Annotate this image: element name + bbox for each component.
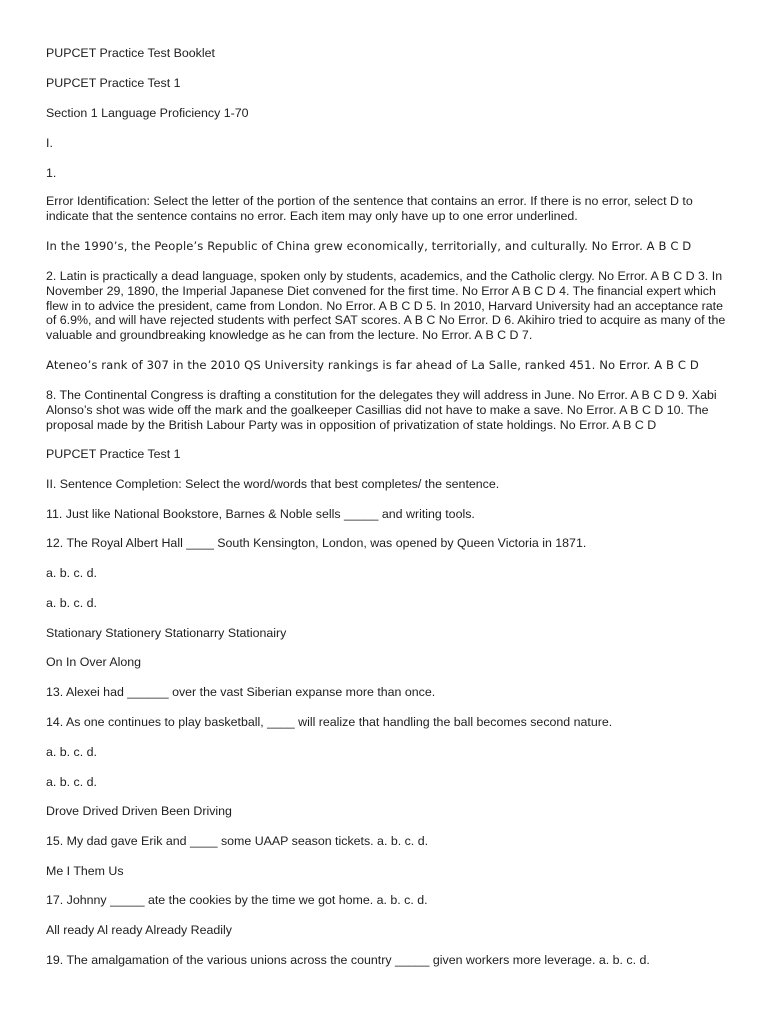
questions-2-to-7: 2. Latin is practically a dead language, spoken only by students, academics, and the Catholic clergy. No Error. A B C D 3. In November 29, 1890, the Imperial Japanese Diet convened for the first time. No Error A B C D 4. The financial expert which flew in to advice the president, came from London. No Error. A B C D 5. In 2010, Harvard University had an acceptance rate of 6.9%, and will have rejected students with perfect SAT scores. A B C No Error. D 6. Akihiro tried to acquire as many of the valuable and groundbreaking knowledge as he can from the lecture. No Error. A B C D 7. bbox=[46, 269, 726, 343]
question-1: In the 1990’s, the People’s Republic of China grew economically, territorially, and culturally. No Error. A B C D bbox=[46, 239, 692, 253]
choices-11: Stationary Stationery Stationarry Stationairy bbox=[46, 626, 287, 640]
question-14: 14. As one continues to play basketball, ____ will realize that handling the ball becomes second nature. bbox=[46, 715, 613, 729]
question-13: 13. Alexei had ______ over the vast Siberian expanse more than once. bbox=[46, 685, 436, 699]
question-19: 19. The amalgamation of the various unions across the country _____ given workers more leverage. a. b. c. d. bbox=[46, 953, 650, 967]
choices-15: Me I Them Us bbox=[46, 864, 124, 878]
question-17: 17. Johnny _____ ate the cookies by the time we got home. a. b. c. d. bbox=[46, 893, 428, 907]
choice-letters: a. b. c. d. bbox=[46, 775, 97, 789]
test-title-repeat: PUPCET Practice Test 1 bbox=[46, 447, 181, 461]
part-numeral: I. bbox=[46, 136, 53, 150]
test-title: PUPCET Practice Test 1 bbox=[46, 76, 181, 90]
question-11: 11. Just like National Bookstore, Barnes & Noble sells _____ and writing tools. bbox=[46, 507, 475, 521]
question-7-text: Ateneo’s rank of 307 in the 2010 QS University rankings is far ahead of La Salle, ranked 451. No Error. A B C D bbox=[46, 358, 699, 372]
error-identification-instructions: Error Identification: Select the letter of the portion of the sentence that contains an error. If there is no error, select D to indicate that the sentence contains no error. Each item may only have up to one error underlined. bbox=[46, 194, 693, 223]
booklet-title: PUPCET Practice Test Booklet bbox=[46, 46, 215, 60]
questions-8-to-10: 8. The Continental Congress is drafting a constitution for the delegates they will address in June. No Error. A B C D 9. Xabi Alonso’s shot was wide off the mark and the goalkeeper Casillias did not have to make a save. No Error. A B C D 10. The proposal made by the British Labour Party was in opposition of privatization of state holdings. No Error. A B C D bbox=[46, 388, 717, 432]
choice-letters: a. b. c. d. bbox=[46, 745, 97, 759]
choice-letters: a. b. c. d. bbox=[46, 566, 97, 580]
choice-letters: a. b. c. d. bbox=[46, 596, 97, 610]
choices-17: All ready Al ready Already Readily bbox=[46, 923, 232, 937]
item-number: 1. bbox=[46, 166, 57, 180]
choices-12: On In Over Along bbox=[46, 655, 142, 669]
question-15: 15. My dad gave Erik and ____ some UAAP season tickets. a. b. c. d. bbox=[46, 834, 429, 848]
choices-13: Drove Drived Driven Been Driving bbox=[46, 804, 232, 818]
section-heading: Section 1 Language Proficiency 1-70 bbox=[46, 106, 249, 120]
sentence-completion-instructions: II. Sentence Completion: Select the word/words that best completes/ the sentence. bbox=[46, 477, 500, 491]
question-12: 12. The Royal Albert Hall ____ South Kensington, London, was opened by Queen Victoria in 1871. bbox=[46, 536, 587, 550]
